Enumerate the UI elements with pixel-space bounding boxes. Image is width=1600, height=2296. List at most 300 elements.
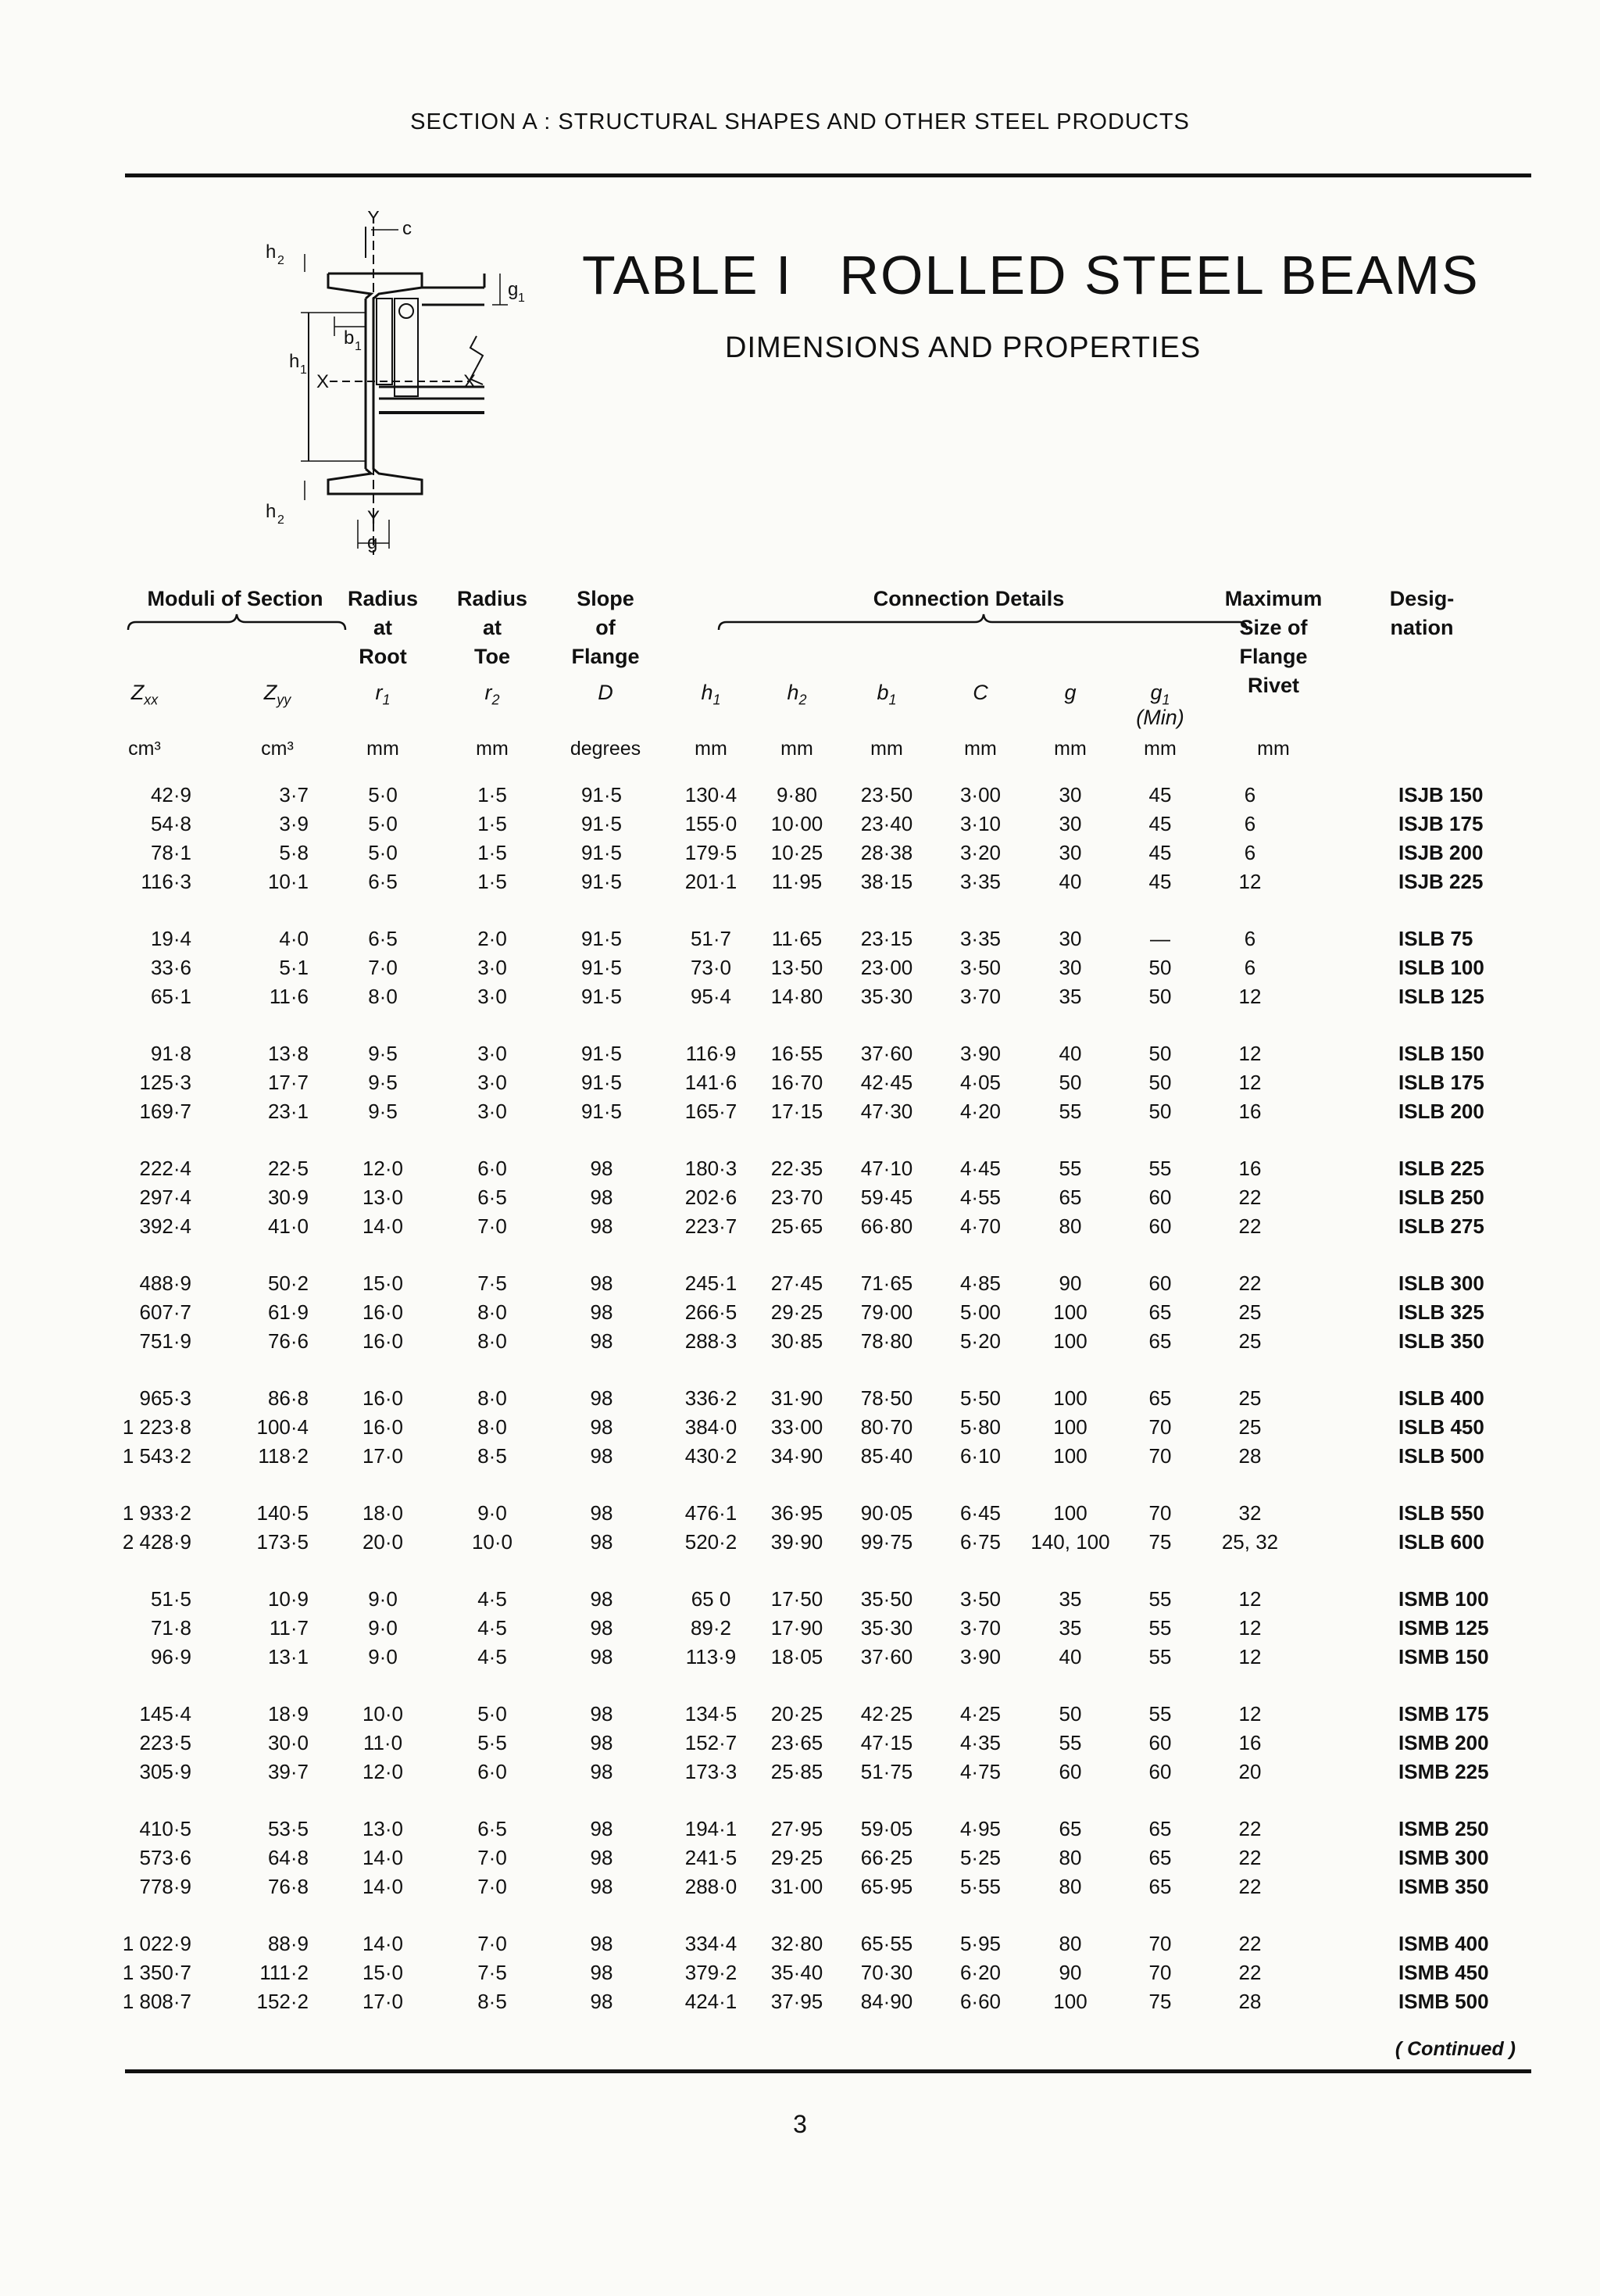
cell-g6-r0-c4: 98 [590,1501,613,1525]
cell-g7-r0-c1: 10·9 [267,1587,309,1611]
cell-g6-r1-c2: 20·0 [362,1530,404,1554]
cell-g3-r0-c0: 222·4 [139,1157,191,1180]
cell-g5-r2-c4: 98 [590,1444,613,1468]
cell-g10-r1-c11: 22 [1238,1961,1262,1984]
cell-g5-r2-c9: 100 [1053,1444,1088,1468]
cell-g7-r1-c8: 3·70 [959,1616,1002,1640]
col-symbol-0: $Z_{xx}$ [130,681,159,708]
cell-g5-r1-c11: 25 [1238,1415,1262,1439]
cell-g7-r1-c3: 4·5 [477,1616,507,1640]
cell-g10-r0-c1: 88·9 [267,1932,309,1955]
cell-g9-r2-c5: 288·0 [684,1875,738,1898]
cell-g0-r2-c10: 45 [1148,841,1172,864]
cell-g8-r2-c5: 173·3 [684,1760,738,1783]
cell-g1-r2-c12: ISLB 125 [1398,985,1484,1008]
cell-g2-r1-c4: 91·5 [580,1071,623,1094]
cell-g4-r1-c8: 5·00 [959,1300,1002,1324]
col-head-2-line-1: at [373,616,392,639]
col-symbol-8: C [973,681,988,704]
diagram-x-left: X [316,371,330,392]
cell-g1-r0-c1: 4·0 [279,927,309,950]
cell-g4-r1-c10: 65 [1148,1300,1172,1324]
cell-g0-r0-c8: 3·00 [959,783,1002,806]
cell-g7-r2-c12: ISMB 150 [1398,1645,1489,1668]
cell-g5-r0-c10: 65 [1148,1386,1172,1410]
cell-g5-r0-c12: ISLB 400 [1398,1386,1484,1410]
cell-g7-r1-c5: 89·2 [690,1616,732,1640]
cell-g2-r0-c1: 13·8 [267,1042,309,1065]
cell-g7-r0-c7: 35·50 [860,1587,913,1611]
cell-g7-r2-c8: 3·90 [959,1645,1002,1668]
beam-section-diagram [242,211,586,563]
cell-g7-r2-c9: 40 [1059,1645,1082,1668]
cell-g1-r2-c9: 35 [1059,985,1082,1008]
cell-g6-r0-c8: 6·45 [959,1501,1002,1525]
col-symbol-2: $r_1$ [375,681,391,708]
cell-g6-r0-c2: 18·0 [362,1501,404,1525]
continued-note: ( Continued ) [1395,2038,1516,2060]
cell-g1-r0-c0: 19·4 [150,927,191,950]
cell-g3-r1-c6: 23·70 [770,1186,823,1209]
cell-g3-r1-c10: 60 [1148,1186,1172,1209]
cell-g5-r2-c11: 28 [1238,1444,1262,1468]
cell-g5-r2-c1: 118·2 [258,1444,309,1468]
cell-g9-r1-c7: 66·25 [860,1846,913,1869]
cell-g4-r1-c1: 61·9 [267,1300,309,1324]
cell-g3-r0-c8: 4·45 [959,1157,1002,1180]
cell-g8-r0-c10: 55 [1148,1702,1172,1726]
cell-g10-r2-c7: 84·90 [860,1990,913,2013]
cell-g10-r0-c4: 98 [590,1932,613,1955]
cell-g1-r1-c7: 23·00 [860,956,913,979]
cell-g10-r1-c10: 70 [1148,1961,1172,1984]
cell-g4-r2-c8: 5·20 [959,1329,1002,1353]
cell-g10-r1-c6: 35·40 [770,1961,823,1984]
cell-g2-r0-c7: 37·60 [860,1042,913,1065]
cell-g4-r2-c12: ISLB 350 [1398,1329,1484,1353]
cell-g6-r0-c5: 476·1 [684,1501,738,1525]
svg-text:2: 2 [277,513,284,527]
cell-g3-r2-c0: 392·4 [139,1214,191,1238]
cell-g9-r2-c0: 778·9 [139,1875,191,1898]
cell-g5-r0-c1: 86·8 [267,1386,309,1410]
cell-g8-r0-c2: 10·0 [362,1702,404,1726]
cell-g7-r0-c5: 65 0 [691,1587,731,1611]
cell-g0-r3-c2: 6·5 [368,870,398,893]
cell-g8-r1-c5: 152·7 [684,1731,738,1754]
cell-g7-r0-c8: 3·50 [959,1587,1002,1611]
cell-g2-r1-c8: 4·05 [959,1071,1002,1094]
cell-g0-r3-c11: 12 [1238,870,1262,893]
cell-g1-r0-c10: — [1150,927,1170,950]
cell-g2-r2-c1: 23·1 [267,1100,309,1123]
cell-g3-r0-c7: 47·10 [860,1157,913,1180]
cell-g3-r1-c1: 30·9 [267,1186,309,1209]
cell-g5-r1-c6: 33·00 [770,1415,823,1439]
connection-brace [717,613,1248,633]
cell-g10-r1-c2: 15·0 [362,1961,404,1984]
cell-g8-r0-c1: 18·9 [267,1702,309,1726]
cell-g4-r0-c9: 90 [1059,1271,1082,1295]
cell-g8-r2-c11: 20 [1238,1760,1262,1783]
cell-g10-r2-c1: 152·2 [256,1990,309,2013]
cell-g5-r1-c3: 8·0 [477,1415,507,1439]
cell-g4-r1-c4: 98 [590,1300,613,1324]
cell-g9-r2-c8: 5·55 [959,1875,1002,1898]
col-symbol-9: g [1064,681,1077,704]
cell-g5-r1-c7: 80·70 [860,1415,913,1439]
cell-g10-r0-c8: 5·95 [959,1932,1002,1955]
cell-g7-r2-c4: 98 [590,1645,613,1668]
cell-g3-r2-c2: 14·0 [362,1214,404,1238]
cell-g9-r2-c7: 65·95 [860,1875,913,1898]
cell-g0-r3-c12: ISJB 225 [1398,870,1484,893]
cell-g2-r1-c9: 50 [1059,1071,1082,1094]
cell-g1-r2-c4: 91·5 [580,985,623,1008]
cell-g1-r2-c0: 65·1 [150,985,191,1008]
cell-g7-r1-c4: 98 [590,1616,613,1640]
cell-g0-r3-c3: 1·5 [477,870,507,893]
col-unit-6: mm [780,738,813,760]
cell-g3-r1-c2: 13·0 [362,1186,404,1209]
cell-g0-r1-c6: 10·00 [770,812,823,835]
cell-g6-r1-c10: 75 [1148,1530,1172,1554]
cell-g1-r0-c12: ISLB 75 [1398,927,1473,950]
cell-g3-r2-c4: 98 [590,1214,613,1238]
cell-g8-r1-c6: 23·65 [770,1731,823,1754]
cell-g2-r2-c12: ISLB 200 [1398,1100,1484,1123]
cell-g1-r1-c5: 73·0 [690,956,732,979]
cell-g1-r1-c8: 3·50 [959,956,1002,979]
cell-g4-r0-c7: 71·65 [860,1271,913,1295]
cell-g6-r1-c9: 140, 100 [1030,1530,1110,1554]
cell-g10-r2-c11: 28 [1238,1990,1262,2013]
cell-g9-r0-c8: 4·95 [959,1817,1002,1840]
cell-g9-r1-c2: 14·0 [362,1846,404,1869]
cell-g7-r1-c6: 17·90 [770,1616,823,1640]
cell-g0-r0-c5: 130·4 [684,783,738,806]
cell-g3-r1-c8: 4·55 [959,1186,1002,1209]
cell-g10-r1-c9: 90 [1059,1961,1082,1984]
cell-g2-r0-c6: 16·55 [770,1042,823,1065]
col-head-3-line-1: at [482,616,502,639]
col-head-4-line-0: Slope [577,587,634,610]
cell-g9-r0-c4: 98 [590,1817,613,1840]
cell-g5-r2-c12: ISLB 500 [1398,1444,1484,1468]
cell-g5-r0-c7: 78·50 [860,1386,913,1410]
diagram-h2-top: h [266,241,277,263]
cell-g10-r1-c12: ISMB 450 [1398,1961,1489,1984]
cell-g2-r1-c7: 42·45 [860,1071,913,1094]
cell-g0-r3-c6: 11·95 [771,870,823,893]
cell-g2-r0-c11: 12 [1238,1042,1262,1065]
cell-g9-r2-c4: 98 [590,1875,613,1898]
col-unit-2: mm [366,738,399,760]
cell-g0-r2-c8: 3·20 [959,841,1002,864]
cell-g5-r0-c3: 8·0 [477,1386,507,1410]
running-head: SECTION A : STRUCTURAL SHAPES AND OTHER STEEL PRODUCTS [410,109,1190,134]
cell-g8-r0-c3: 5·0 [477,1702,507,1726]
col-head-12-line-1: nation [1390,616,1454,639]
cell-g4-r2-c5: 288·3 [684,1329,738,1353]
cell-g4-r2-c10: 65 [1148,1329,1172,1353]
cell-g2-r2-c3: 3·0 [477,1100,507,1123]
cell-g8-r1-c8: 4·35 [959,1731,1002,1754]
cell-g2-r0-c0: 91·8 [150,1042,191,1065]
cell-g5-r1-c12: ISLB 450 [1398,1415,1484,1439]
cell-g9-r2-c12: ISMB 350 [1398,1875,1489,1898]
cell-g6-r0-c3: 9·0 [477,1501,507,1525]
cell-g1-r1-c12: ISLB 100 [1398,956,1484,979]
cell-g2-r1-c5: 141·6 [684,1071,738,1094]
cell-g2-r2-c8: 4·20 [959,1100,1002,1123]
cell-g10-r0-c0: 1 022·9 [122,1932,191,1955]
col-unit-7: mm [870,738,903,760]
col-unit-1: cm³ [261,738,294,760]
cell-g1-r0-c4: 91·5 [580,927,623,950]
cell-g2-r1-c6: 16·70 [770,1071,823,1094]
col-unit-8: mm [964,738,997,760]
cell-g10-r2-c12: ISMB 500 [1398,1990,1489,2013]
top-rule [125,173,1531,177]
cell-g9-r1-c10: 65 [1148,1846,1172,1869]
cell-g2-r0-c9: 40 [1059,1042,1082,1065]
cell-g4-r0-c1: 50·2 [267,1271,309,1295]
col-head-11-line-1: Size of [1239,616,1308,639]
cell-g4-r2-c11: 25 [1238,1329,1262,1353]
cell-g8-r2-c4: 98 [590,1760,613,1783]
cell-g0-r2-c1: 5·8 [279,841,309,864]
cell-g10-r2-c5: 424·1 [684,1990,738,2013]
cell-g8-r2-c3: 6·0 [477,1760,507,1783]
cell-g5-r0-c6: 31·90 [770,1386,823,1410]
cell-g6-r1-c8: 6·75 [959,1530,1002,1554]
cell-g7-r1-c11: 12 [1238,1616,1262,1640]
cell-g5-r0-c8: 5·50 [959,1386,1002,1410]
cell-g0-r1-c9: 30 [1059,812,1082,835]
cell-g4-r2-c2: 16·0 [362,1329,404,1353]
cell-g7-r1-c12: ISMB 125 [1398,1616,1489,1640]
cell-g0-r3-c0: 116·3 [141,870,191,893]
cell-g10-r0-c6: 32·80 [770,1932,823,1955]
cell-g6-r1-c12: ISLB 600 [1398,1530,1484,1554]
cell-g2-r2-c4: 91·5 [580,1100,623,1123]
col-symbol-6: $h_2$ [787,681,807,708]
cell-g6-r0-c0: 1 933·2 [122,1501,191,1525]
cell-g0-r0-c6: 9·80 [776,783,818,806]
cell-g10-r1-c7: 70·30 [860,1961,913,1984]
cell-g7-r0-c10: 55 [1148,1587,1172,1611]
col-unit-9: mm [1054,738,1087,760]
cell-g7-r0-c9: 35 [1059,1587,1082,1611]
cell-g7-r0-c4: 98 [590,1587,613,1611]
col-symbol-3: $r_2$ [484,681,500,708]
cell-g4-r2-c3: 8·0 [477,1329,507,1353]
cell-g4-r1-c9: 100 [1053,1300,1088,1324]
bottom-rule [125,2069,1531,2073]
cell-g9-r1-c12: ISMB 300 [1398,1846,1489,1869]
cell-g2-r2-c0: 169·7 [139,1100,191,1123]
cell-g2-r2-c7: 47·30 [860,1100,913,1123]
cell-g1-r0-c3: 2·0 [477,927,507,950]
cell-g4-r0-c4: 98 [590,1271,613,1295]
cell-g1-r2-c5: 95·4 [690,985,732,1008]
cell-g4-r2-c9: 100 [1053,1329,1088,1353]
cell-g7-r0-c11: 12 [1238,1587,1262,1611]
cell-g1-r0-c8: 3·35 [959,927,1002,950]
cell-g0-r0-c4: 91·5 [580,783,623,806]
cell-g9-r2-c6: 31·00 [770,1875,823,1898]
cell-g1-r2-c7: 35·30 [860,985,913,1008]
cell-g5-r0-c4: 98 [590,1386,613,1410]
cell-g7-r2-c3: 4·5 [477,1645,507,1668]
svg-text:1: 1 [355,340,362,353]
cell-g3-r0-c1: 22·5 [267,1157,309,1180]
cell-g7-r0-c0: 51·5 [150,1587,191,1611]
cell-g9-r1-c1: 64·8 [267,1846,309,1869]
cell-g6-r0-c1: 140·5 [256,1501,309,1525]
cell-g4-r2-c1: 76·6 [267,1329,309,1353]
cell-g10-r0-c7: 65·55 [860,1932,913,1955]
col-unit-0: cm³ [128,738,161,760]
cell-g3-r0-c5: 180·3 [684,1157,738,1180]
cell-g10-r2-c10: 75 [1148,1990,1172,2013]
cell-g3-r2-c8: 4·70 [959,1214,1002,1238]
cell-g10-r1-c3: 7·5 [477,1961,507,1984]
cell-g2-r2-c2: 9·5 [368,1100,398,1123]
cell-g0-r0-c0: 42·9 [150,783,191,806]
cell-g8-r2-c12: ISMB 225 [1398,1760,1489,1783]
col-head-3-line-2: Toe [474,645,510,668]
cell-g0-r2-c0: 78·1 [150,841,191,864]
cell-g3-r1-c11: 22 [1238,1186,1262,1209]
cell-g10-r2-c2: 17·0 [362,1990,404,2013]
cell-g4-r0-c5: 245·1 [684,1271,738,1295]
cell-g6-r0-c6: 36·95 [770,1501,823,1525]
cell-g0-r2-c9: 30 [1059,841,1082,864]
cell-g1-r1-c3: 3·0 [477,956,507,979]
cell-g9-r2-c10: 65 [1148,1875,1172,1898]
cell-g0-r0-c12: ISJB 150 [1398,783,1484,806]
cell-g0-r0-c3: 1·5 [477,783,507,806]
cell-g5-r2-c8: 6·10 [959,1444,1002,1468]
cell-g1-r0-c7: 23·15 [860,927,913,950]
cell-g5-r2-c5: 430·2 [684,1444,738,1468]
cell-g9-r1-c0: 573·6 [139,1846,191,1869]
cell-g1-r0-c2: 6·5 [368,927,398,950]
connection-group-header: Connection Details [873,587,1065,610]
cell-g4-r1-c12: ISLB 325 [1398,1300,1484,1324]
cell-g1-r2-c3: 3·0 [477,985,507,1008]
cell-g0-r0-c1: 3·7 [279,783,309,806]
cell-g9-r2-c11: 22 [1238,1875,1262,1898]
cell-g0-r2-c11: 6 [1244,841,1256,864]
cell-g2-r0-c10: 50 [1148,1042,1172,1065]
cell-g7-r2-c11: 12 [1238,1645,1262,1668]
cell-g10-r0-c5: 334·4 [684,1932,738,1955]
cell-g0-r0-c2: 5·0 [368,783,398,806]
cell-g2-r0-c3: 3·0 [477,1042,507,1065]
cell-g7-r1-c7: 35·30 [860,1616,913,1640]
cell-g7-r1-c2: 9·0 [368,1616,398,1640]
cell-g1-r1-c4: 91·5 [580,956,623,979]
cell-g2-r1-c0: 125·3 [139,1071,191,1094]
cell-g7-r1-c0: 71·8 [150,1616,191,1640]
cell-g8-r1-c10: 60 [1148,1731,1172,1754]
cell-g4-r0-c10: 60 [1148,1271,1172,1295]
cell-g6-r1-c4: 98 [590,1530,613,1554]
col-symbol-5: $h_1$ [701,681,721,708]
cell-g3-r1-c12: ISLB 250 [1398,1186,1484,1209]
cell-g7-r2-c2: 9·0 [368,1645,398,1668]
diagram-g: g [367,532,378,553]
cell-g1-r2-c6: 14·80 [770,985,823,1008]
cell-g5-r0-c2: 16·0 [362,1386,404,1410]
cell-g2-r1-c10: 50 [1148,1071,1172,1094]
cell-g4-r1-c11: 25 [1238,1300,1262,1324]
diagram-x-right: X [463,371,477,392]
cell-g10-r1-c8: 6·20 [959,1961,1002,1984]
cell-g0-r2-c6: 10·25 [770,841,823,864]
cell-g5-r2-c7: 85·40 [860,1444,913,1468]
cell-g4-r0-c11: 22 [1238,1271,1262,1295]
col-head-3-line-0: Radius [456,587,528,610]
cell-g1-r1-c1: 5·1 [279,956,309,979]
cell-g2-r2-c9: 55 [1059,1100,1082,1123]
cell-g2-r2-c5: 165·7 [684,1100,738,1123]
cell-g10-r2-c8: 6·60 [959,1990,1002,2013]
col-head-12-line-0: Desig- [1389,587,1455,610]
cell-g9-r2-c9: 80 [1059,1875,1082,1898]
cell-g3-r2-c6: 25·65 [770,1214,823,1238]
cell-g0-r3-c10: 45 [1148,870,1172,893]
cell-g0-r0-c11: 6 [1244,783,1256,806]
cell-g0-r1-c0: 54·8 [150,812,191,835]
cell-g7-r0-c12: ISMB 100 [1398,1587,1489,1611]
cell-g8-r1-c11: 16 [1238,1731,1262,1754]
cell-g10-r0-c3: 7·0 [477,1932,507,1955]
diagram-c: c [402,218,412,239]
cell-g8-r2-c0: 305·9 [139,1760,191,1783]
cell-g4-r0-c12: ISLB 300 [1398,1271,1484,1295]
cell-g8-r1-c1: 30·0 [267,1731,309,1754]
cell-g8-r2-c6: 25·85 [770,1760,823,1783]
cell-g8-r1-c4: 98 [590,1731,613,1754]
cell-g5-r1-c10: 70 [1148,1415,1172,1439]
cell-g5-r0-c5: 336·2 [684,1386,738,1410]
table-subtitle: DIMENSIONS AND PROPERTIES [725,331,1202,364]
cell-g10-r2-c0: 1 808·7 [122,1990,191,2013]
cell-g0-r1-c10: 45 [1148,812,1172,835]
cell-g2-r2-c6: 17·15 [770,1100,823,1123]
cell-g10-r2-c6: 37·95 [770,1990,823,2013]
cell-g3-r1-c5: 202·6 [684,1186,738,1209]
cell-g9-r1-c9: 80 [1059,1846,1082,1869]
col-head-11-line-0: Maximum [1224,587,1323,610]
cell-g9-r2-c2: 14·0 [362,1875,404,1898]
cell-g0-r3-c9: 40 [1059,870,1082,893]
cell-g1-r1-c0: 33·6 [150,956,191,979]
cell-g3-r2-c1: 41·0 [267,1214,309,1238]
cell-g8-r1-c7: 47·15 [860,1731,913,1754]
diagram-h2-bottom: h [266,501,277,522]
cell-g5-r2-c10: 70 [1148,1444,1172,1468]
cell-g8-r1-c2: 11·0 [362,1731,403,1754]
cell-g0-r1-c5: 155·0 [684,812,738,835]
cell-g5-r1-c1: 100·4 [256,1415,309,1439]
cell-g2-r1-c12: ISLB 175 [1398,1071,1484,1094]
cell-g0-r1-c12: ISJB 175 [1398,812,1484,835]
